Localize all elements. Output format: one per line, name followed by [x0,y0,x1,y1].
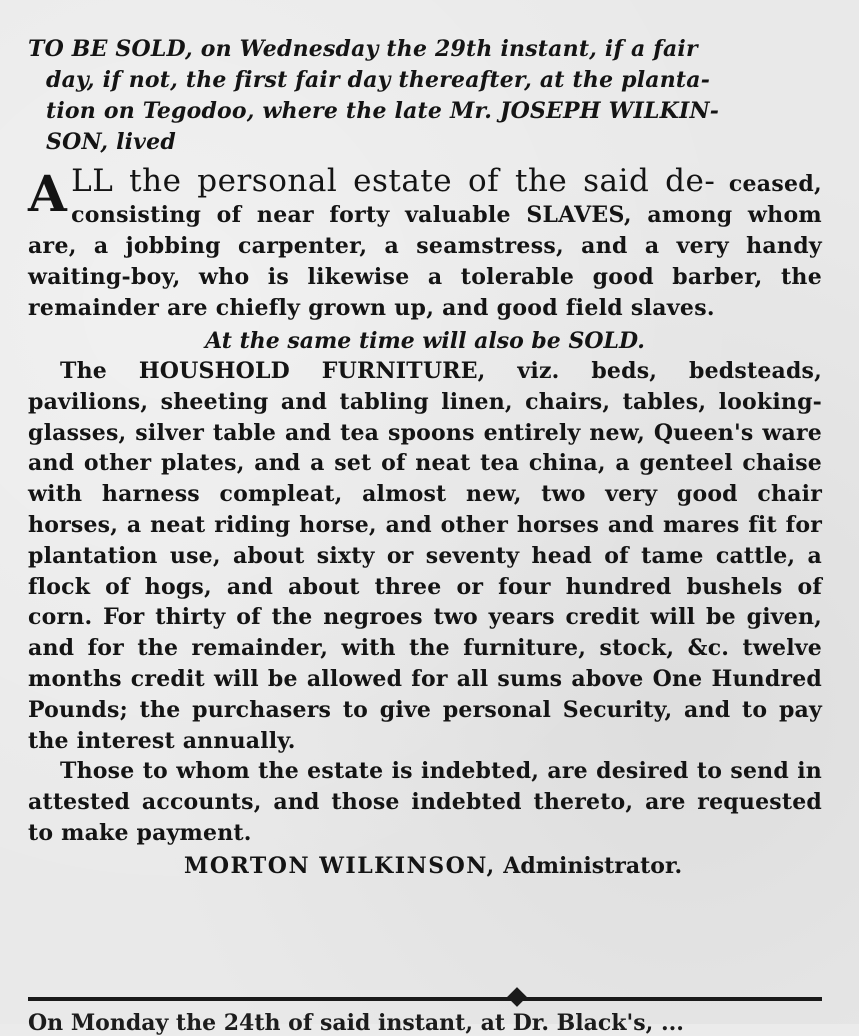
advertisement [28,34,822,881]
signature-line [28,851,822,881]
debts-paragraph: Those to whom the estate is indebted, are desired to send in attested accounts, and those indebted thereto, are requested to make payment. [28,758,822,846]
drop-cap: A [28,164,68,223]
notice-line: SON, lived [46,129,176,155]
column-rule [28,997,822,1001]
notice-line: tion on Tegodoo, where the late Mr. JOSEPH WILKIN- [46,98,720,124]
notice-line: TO BE SOLD, on Wednesday the 29th instant, if a fair [28,36,698,62]
intro-rest: ceased, consisting of near forty valuable SLAVES, among whom are, a jobbing carpenter, a seamstress, and a very handy waiting-boy, who is likewise a tolerable good barber, the remainder are chiefly grown up, and good field slaves. [28,171,822,321]
furniture-paragraph: The HOUSHOLD FURNITURE, viz. beds, bedsteads, pavilions, sheeting and tabling linen, chairs, tables, looking-glasses, silver table and tea spoons entirely new, Queen's ware and other plates, and a set of neat tea china, a genteel chaise with harness compleat, almost new, two very good chair horses, a neat riding horse, and other horses and mares fit for plantation use, about sixty or seventy head of tame cattle, a flock of hogs, and about three or four hundred bushels of corn. For thirty of the negroes two years credit will be given, and for the remainder, with the furniture, stock, &c. twelve months credit will be allowed for all sums above One Hundred Pounds; the purchasers to give personal Security, and to pay the interest annually. [28,358,822,754]
subheading-also-sold: At the same time will also be SOLD. [205,328,645,354]
sale-notice-header [28,34,822,158]
administrator-name: MORTON WILKINSON, [184,852,496,879]
administrator-title: Administrator. [503,852,683,879]
next-ad-fragment: On Monday the 24th of said instant, at Dr. Black's, ... [28,1010,684,1036]
estate-intro-paragraph [28,163,822,324]
intro-lead: LL the personal estate of the said de- [71,163,716,199]
notice-line: day, if not, the first fair day thereafter, at the planta- [46,67,711,93]
